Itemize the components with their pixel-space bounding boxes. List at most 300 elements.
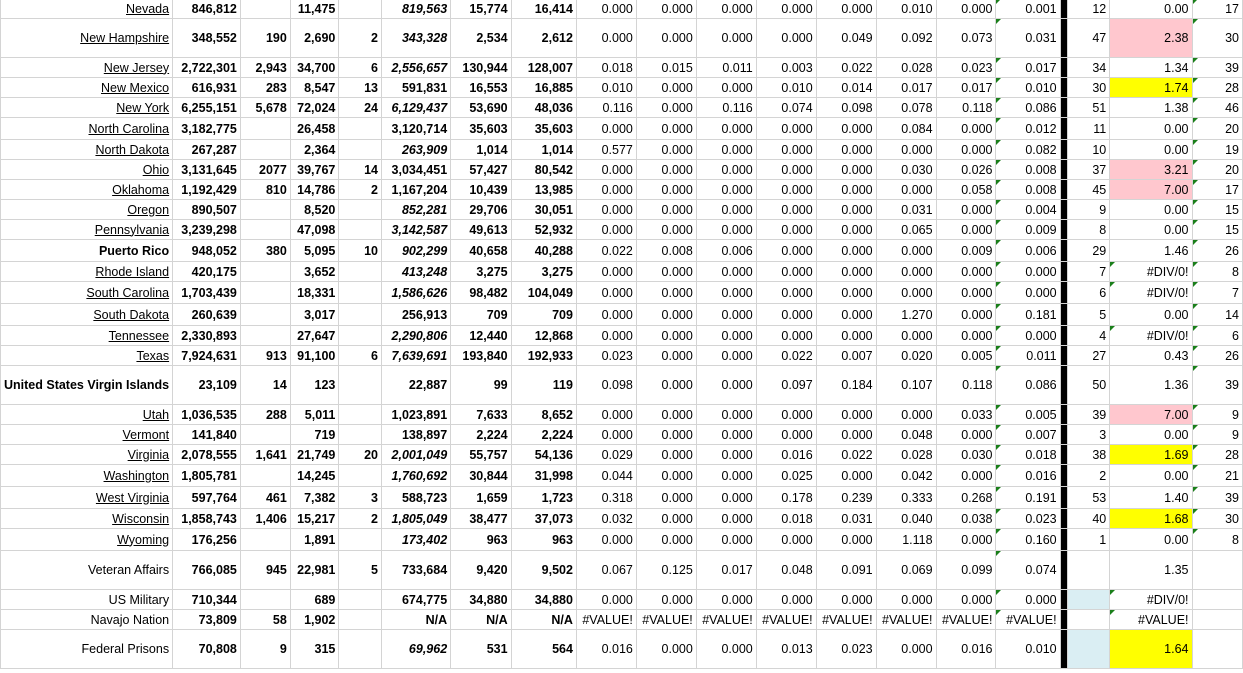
cell-col-13[interactable]: 0.333 — [876, 487, 936, 509]
cell-col-18[interactable]: 39 — [1192, 487, 1242, 509]
cell-col-11[interactable]: 0.074 — [756, 98, 816, 118]
cell-col-14[interactable]: 0.099 — [936, 551, 996, 590]
cell-col-11[interactable]: 0.000 — [756, 282, 816, 304]
cell-col-11[interactable]: 0.000 — [756, 180, 816, 200]
cell-col-4[interactable] — [339, 630, 382, 669]
row-label-cell[interactable] — [1, 630, 173, 669]
cell-col-2[interactable]: 810 — [240, 180, 290, 200]
cell-col-2[interactable] — [240, 326, 290, 346]
row-label-cell[interactable] — [1, 425, 173, 445]
cell-col-4[interactable] — [339, 590, 382, 610]
cell-col-4[interactable] — [339, 425, 382, 445]
cell-col-9[interactable]: 0.000 — [636, 346, 696, 366]
cell-col-15[interactable]: 0.009 — [996, 220, 1060, 240]
cell-col-14[interactable]: 0.268 — [936, 487, 996, 509]
cell-col-16[interactable]: 30 — [1068, 78, 1110, 98]
cell-col-2[interactable] — [240, 200, 290, 220]
jurisdiction-link[interactable]: South Carolina — [86, 285, 170, 300]
cell-col-1[interactable]: 348,552 — [173, 19, 241, 58]
cell-col-18[interactable] — [1192, 630, 1242, 669]
cell-col-9[interactable]: 0.000 — [636, 487, 696, 509]
jurisdiction-link[interactable]: Texas — [136, 348, 170, 363]
cell-col-16[interactable]: 53 — [1068, 487, 1110, 509]
cell-col-8[interactable]: 0.032 — [576, 509, 636, 529]
cell-col-4[interactable] — [339, 220, 382, 240]
cell-col-2[interactable] — [240, 140, 290, 160]
cell-col-1[interactable]: 948,052 — [173, 240, 241, 262]
cell-col-16[interactable]: 38 — [1068, 445, 1110, 465]
jurisdiction-link[interactable]: North Dakota — [95, 142, 170, 157]
cell-col-5[interactable]: 733,684 — [382, 551, 451, 590]
cell-col-16[interactable]: 47 — [1068, 19, 1110, 58]
cell-col-18[interactable]: 46 — [1192, 98, 1242, 118]
row-label-cell[interactable] — [1, 118, 173, 140]
cell-col-2[interactable]: 380 — [240, 240, 290, 262]
cell-col-7[interactable]: 13,985 — [511, 180, 576, 200]
cell-col-1[interactable]: 7,924,631 — [173, 346, 241, 366]
cell-col-11[interactable]: 0.010 — [756, 78, 816, 98]
cell-col-8[interactable]: 0.577 — [576, 140, 636, 160]
cell-col-1[interactable]: 846,812 — [173, 0, 241, 19]
cell-col-14[interactable]: 0.000 — [936, 425, 996, 445]
cell-col-12[interactable]: 0.000 — [816, 118, 876, 140]
cell-col-11[interactable]: 0.000 — [756, 262, 816, 282]
cell-col-15[interactable]: 0.012 — [996, 118, 1060, 140]
cell-col-9[interactable]: 0.000 — [636, 262, 696, 282]
cell-col-11[interactable]: 0.000 — [756, 200, 816, 220]
cell-col-12[interactable]: 0.000 — [816, 326, 876, 346]
cell-col-16[interactable]: 39 — [1068, 405, 1110, 425]
cell-col-7[interactable]: 9,502 — [511, 551, 576, 590]
cell-col-2[interactable] — [240, 220, 290, 240]
row-label-cell[interactable] — [1, 304, 173, 326]
cell-col-4[interactable] — [339, 610, 382, 630]
cell-col-2[interactable] — [240, 262, 290, 282]
cell-col-15[interactable]: 0.007 — [996, 425, 1060, 445]
cell-col-11[interactable]: 0.000 — [756, 240, 816, 262]
cell-col-9[interactable]: 0.000 — [636, 366, 696, 405]
cell-col-1[interactable]: 260,639 — [173, 304, 241, 326]
cell-col-14[interactable]: 0.118 — [936, 366, 996, 405]
cell-col-14[interactable]: 0.026 — [936, 160, 996, 180]
cell-col-14[interactable]: 0.000 — [936, 0, 996, 19]
cell-col-12[interactable]: 0.031 — [816, 509, 876, 529]
cell-col-1[interactable]: 70,808 — [173, 630, 241, 669]
cell-col-5[interactable]: 263,909 — [382, 140, 451, 160]
cell-col-3[interactable]: 26,458 — [290, 118, 339, 140]
cell-col-13[interactable]: 0.031 — [876, 200, 936, 220]
cell-col-9[interactable]: 0.000 — [636, 180, 696, 200]
cell-col-6[interactable]: 531 — [451, 630, 511, 669]
cell-col-18[interactable]: 28 — [1192, 445, 1242, 465]
cell-col-6[interactable]: 98,482 — [451, 282, 511, 304]
cell-col-16[interactable]: 5 — [1068, 304, 1110, 326]
cell-col-12[interactable]: 0.000 — [816, 180, 876, 200]
cell-col-3[interactable]: 2,690 — [290, 19, 339, 58]
cell-col-11[interactable]: 0.000 — [756, 425, 816, 445]
cell-col-7[interactable]: 16,414 — [511, 0, 576, 19]
cell-col-10[interactable]: 0.116 — [696, 98, 756, 118]
row-label-cell[interactable] — [1, 590, 173, 610]
cell-col-5[interactable]: 674,775 — [382, 590, 451, 610]
cell-col-13[interactable]: 0.017 — [876, 78, 936, 98]
cell-col-1[interactable]: 2,330,893 — [173, 326, 241, 346]
cell-col-7[interactable]: 54,136 — [511, 445, 576, 465]
cell-col-11[interactable]: 0.178 — [756, 487, 816, 509]
cell-col-2[interactable]: 1,641 — [240, 445, 290, 465]
cell-col-4[interactable]: 6 — [339, 346, 382, 366]
cell-col-2[interactable]: 9 — [240, 630, 290, 669]
cell-col-9[interactable]: 0.000 — [636, 630, 696, 669]
cell-col-7[interactable]: 128,007 — [511, 58, 576, 78]
cell-col-10[interactable]: 0.000 — [696, 425, 756, 445]
cell-col-13[interactable]: 0.000 — [876, 240, 936, 262]
cell-col-13[interactable]: 0.000 — [876, 326, 936, 346]
cell-col-13[interactable]: 0.065 — [876, 220, 936, 240]
cell-col-18[interactable]: 8 — [1192, 262, 1242, 282]
cell-col-17[interactable]: 1.68 — [1110, 509, 1192, 529]
cell-col-10[interactable]: 0.000 — [696, 366, 756, 405]
cell-col-10[interactable]: 0.000 — [696, 19, 756, 58]
cell-col-18[interactable]: 15 — [1192, 220, 1242, 240]
cell-col-12[interactable]: 0.000 — [816, 465, 876, 487]
cell-col-2[interactable]: 58 — [240, 610, 290, 630]
cell-col-5[interactable]: 7,639,691 — [382, 346, 451, 366]
cell-col-8[interactable]: 0.000 — [576, 200, 636, 220]
cell-col-6[interactable]: 15,774 — [451, 0, 511, 19]
cell-col-16[interactable]: 34 — [1068, 58, 1110, 78]
cell-col-5[interactable]: 3,142,587 — [382, 220, 451, 240]
cell-col-1[interactable]: 597,764 — [173, 487, 241, 509]
cell-col-18[interactable] — [1192, 610, 1242, 630]
cell-col-15[interactable]: 0.074 — [996, 551, 1060, 590]
cell-col-8[interactable]: 0.000 — [576, 304, 636, 326]
cell-col-3[interactable]: 8,520 — [290, 200, 339, 220]
cell-col-7[interactable]: 2,224 — [511, 425, 576, 445]
cell-col-14[interactable]: 0.038 — [936, 509, 996, 529]
cell-col-6[interactable]: 57,427 — [451, 160, 511, 180]
cell-col-15[interactable]: 0.000 — [996, 282, 1060, 304]
cell-col-8[interactable]: 0.000 — [576, 0, 636, 19]
cell-col-13[interactable]: 0.069 — [876, 551, 936, 590]
cell-col-9[interactable]: 0.000 — [636, 304, 696, 326]
cell-col-9[interactable]: 0.000 — [636, 282, 696, 304]
cell-col-17[interactable]: 0.00 — [1110, 0, 1192, 19]
cell-col-13[interactable]: 0.042 — [876, 465, 936, 487]
cell-col-16[interactable]: 2 — [1068, 465, 1110, 487]
cell-col-11[interactable]: 0.016 — [756, 445, 816, 465]
cell-col-18[interactable]: 20 — [1192, 118, 1242, 140]
cell-col-3[interactable]: 7,382 — [290, 487, 339, 509]
cell-col-17[interactable]: 1.46 — [1110, 240, 1192, 262]
cell-col-7[interactable]: 80,542 — [511, 160, 576, 180]
cell-col-1[interactable]: 23,109 — [173, 366, 241, 405]
cell-col-16[interactable]: 50 — [1068, 366, 1110, 405]
cell-col-7[interactable]: 709 — [511, 304, 576, 326]
cell-col-4[interactable] — [339, 118, 382, 140]
row-label-cell[interactable] — [1, 78, 173, 98]
cell-col-6[interactable]: 3,275 — [451, 262, 511, 282]
cell-col-4[interactable] — [339, 262, 382, 282]
cell-col-9[interactable]: 0.125 — [636, 551, 696, 590]
cell-col-10[interactable]: 0.000 — [696, 346, 756, 366]
cell-col-18[interactable]: 15 — [1192, 200, 1242, 220]
cell-col-5[interactable]: 1,167,204 — [382, 180, 451, 200]
cell-col-8[interactable]: 0.000 — [576, 405, 636, 425]
cell-col-9[interactable]: 0.000 — [636, 405, 696, 425]
cell-col-7[interactable]: 1,014 — [511, 140, 576, 160]
cell-col-7[interactable]: 192,933 — [511, 346, 576, 366]
cell-col-6[interactable]: 709 — [451, 304, 511, 326]
cell-col-14[interactable]: 0.000 — [936, 529, 996, 551]
cell-col-16[interactable]: 7 — [1068, 262, 1110, 282]
cell-col-5[interactable]: 1,760,692 — [382, 465, 451, 487]
cell-col-7[interactable]: 52,932 — [511, 220, 576, 240]
jurisdiction-link[interactable]: Rhode Island — [95, 264, 170, 279]
cell-col-13[interactable]: 0.040 — [876, 509, 936, 529]
cell-col-12[interactable]: 0.049 — [816, 19, 876, 58]
cell-col-4[interactable]: 2 — [339, 19, 382, 58]
cell-col-2[interactable] — [240, 590, 290, 610]
cell-col-2[interactable]: 945 — [240, 551, 290, 590]
cell-col-4[interactable]: 14 — [339, 160, 382, 180]
cell-col-7[interactable]: N/A — [511, 610, 576, 630]
cell-col-7[interactable]: 1,723 — [511, 487, 576, 509]
cell-col-6[interactable]: 34,880 — [451, 590, 511, 610]
cell-col-13[interactable]: 0.000 — [876, 282, 936, 304]
cell-col-2[interactable]: 288 — [240, 405, 290, 425]
cell-col-12[interactable]: 0.000 — [816, 140, 876, 160]
cell-col-1[interactable]: 420,175 — [173, 262, 241, 282]
cell-col-12[interactable]: 0.184 — [816, 366, 876, 405]
cell-col-17[interactable]: 0.00 — [1110, 304, 1192, 326]
cell-col-2[interactable] — [240, 425, 290, 445]
cell-col-18[interactable]: 17 — [1192, 0, 1242, 19]
cell-col-2[interactable]: 1,406 — [240, 509, 290, 529]
jurisdiction-link[interactable]: Utah — [142, 407, 170, 422]
cell-col-4[interactable]: 6 — [339, 58, 382, 78]
cell-col-13[interactable]: 0.028 — [876, 445, 936, 465]
cell-col-1[interactable]: 2,722,301 — [173, 58, 241, 78]
cell-col-1[interactable]: 1,036,535 — [173, 405, 241, 425]
cell-col-11[interactable]: 0.000 — [756, 405, 816, 425]
cell-col-8[interactable]: 0.000 — [576, 160, 636, 180]
cell-col-4[interactable] — [339, 0, 382, 19]
cell-col-7[interactable]: 963 — [511, 529, 576, 551]
cell-col-15[interactable]: 0.160 — [996, 529, 1060, 551]
cell-col-9[interactable]: 0.000 — [636, 509, 696, 529]
row-label-cell[interactable] — [1, 140, 173, 160]
cell-col-15[interactable]: 0.031 — [996, 19, 1060, 58]
cell-col-13[interactable]: 0.010 — [876, 0, 936, 19]
cell-col-6[interactable]: 130,944 — [451, 58, 511, 78]
cell-col-16[interactable] — [1068, 610, 1110, 630]
cell-col-16[interactable]: 29 — [1068, 240, 1110, 262]
cell-col-6[interactable]: 49,613 — [451, 220, 511, 240]
cell-col-10[interactable]: 0.000 — [696, 405, 756, 425]
cell-col-10[interactable]: 0.000 — [696, 445, 756, 465]
cell-col-2[interactable]: 190 — [240, 19, 290, 58]
cell-col-17[interactable]: 2.38 — [1110, 19, 1192, 58]
cell-col-5[interactable]: 173,402 — [382, 529, 451, 551]
cell-col-15[interactable]: #VALUE! — [996, 610, 1060, 630]
cell-col-17[interactable]: 0.00 — [1110, 220, 1192, 240]
cell-col-13[interactable]: 0.030 — [876, 160, 936, 180]
cell-col-9[interactable]: #VALUE! — [636, 610, 696, 630]
cell-col-5[interactable]: 138,897 — [382, 425, 451, 445]
cell-col-17[interactable]: 0.00 — [1110, 140, 1192, 160]
cell-col-12[interactable]: 0.022 — [816, 58, 876, 78]
cell-col-10[interactable]: 0.000 — [696, 0, 756, 19]
cell-col-3[interactable]: 3,017 — [290, 304, 339, 326]
cell-col-15[interactable]: 0.005 — [996, 405, 1060, 425]
cell-col-6[interactable]: 2,224 — [451, 425, 511, 445]
cell-col-15[interactable]: 0.181 — [996, 304, 1060, 326]
jurisdiction-link[interactable]: New Hampshire — [80, 31, 170, 45]
cell-col-1[interactable]: 710,344 — [173, 590, 241, 610]
jurisdiction-link[interactable]: Oklahoma — [112, 182, 170, 197]
jurisdiction-link[interactable]: Wisconsin — [112, 511, 170, 526]
cell-col-6[interactable]: 1,014 — [451, 140, 511, 160]
cell-col-3[interactable]: 21,749 — [290, 445, 339, 465]
cell-col-1[interactable]: 6,255,151 — [173, 98, 241, 118]
cell-col-8[interactable]: 0.116 — [576, 98, 636, 118]
cell-col-12[interactable]: 0.000 — [816, 220, 876, 240]
row-label-cell[interactable] — [1, 610, 173, 630]
cell-col-8[interactable]: 0.098 — [576, 366, 636, 405]
cell-col-9[interactable]: 0.015 — [636, 58, 696, 78]
cell-col-7[interactable]: 37,073 — [511, 509, 576, 529]
cell-col-14[interactable]: #VALUE! — [936, 610, 996, 630]
cell-col-6[interactable]: 1,659 — [451, 487, 511, 509]
row-label-cell[interactable] — [1, 346, 173, 366]
cell-col-8[interactable]: 0.000 — [576, 590, 636, 610]
cell-col-14[interactable]: 0.030 — [936, 445, 996, 465]
cell-col-4[interactable] — [339, 326, 382, 346]
cell-col-2[interactable] — [240, 118, 290, 140]
cell-col-16[interactable]: 27 — [1068, 346, 1110, 366]
cell-col-13[interactable]: 0.000 — [876, 140, 936, 160]
cell-col-4[interactable]: 3 — [339, 487, 382, 509]
cell-col-11[interactable]: 0.000 — [756, 326, 816, 346]
cell-col-3[interactable]: 315 — [290, 630, 339, 669]
cell-col-16[interactable]: 9 — [1068, 200, 1110, 220]
jurisdiction-link[interactable]: New Jersey — [103, 60, 170, 75]
cell-col-12[interactable]: 0.000 — [816, 282, 876, 304]
cell-col-11[interactable]: 0.022 — [756, 346, 816, 366]
cell-col-3[interactable]: 72,024 — [290, 98, 339, 118]
cell-col-8[interactable]: 0.067 — [576, 551, 636, 590]
cell-col-8[interactable]: 0.000 — [576, 118, 636, 140]
cell-col-16[interactable]: 37 — [1068, 160, 1110, 180]
cell-col-14[interactable]: 0.000 — [936, 465, 996, 487]
cell-col-10[interactable]: 0.000 — [696, 326, 756, 346]
cell-col-17[interactable]: 1.36 — [1110, 366, 1192, 405]
cell-col-10[interactable]: 0.000 — [696, 509, 756, 529]
row-label-cell[interactable] — [1, 58, 173, 78]
cell-col-3[interactable]: 1,891 — [290, 529, 339, 551]
cell-col-1[interactable]: 73,809 — [173, 610, 241, 630]
jurisdiction-link[interactable]: North Carolina — [88, 121, 170, 136]
cell-col-13[interactable]: 1.270 — [876, 304, 936, 326]
jurisdiction-link[interactable]: Pennsylvania — [94, 222, 170, 237]
cell-col-14[interactable]: 0.033 — [936, 405, 996, 425]
cell-col-14[interactable]: 0.000 — [936, 118, 996, 140]
cell-col-16[interactable]: 1 — [1068, 529, 1110, 551]
cell-col-18[interactable]: 6 — [1192, 326, 1242, 346]
cell-col-13[interactable]: 0.048 — [876, 425, 936, 445]
cell-col-5[interactable]: 413,248 — [382, 262, 451, 282]
cell-col-1[interactable]: 141,840 — [173, 425, 241, 445]
cell-col-17[interactable]: 1.38 — [1110, 98, 1192, 118]
cell-col-12[interactable]: #VALUE! — [816, 610, 876, 630]
cell-col-8[interactable]: 0.029 — [576, 445, 636, 465]
cell-col-9[interactable]: 0.000 — [636, 0, 696, 19]
cell-col-9[interactable]: 0.000 — [636, 140, 696, 160]
cell-col-11[interactable]: 0.000 — [756, 529, 816, 551]
cell-col-3[interactable]: 2,364 — [290, 140, 339, 160]
cell-col-12[interactable]: 0.000 — [816, 405, 876, 425]
cell-col-15[interactable]: 0.017 — [996, 58, 1060, 78]
cell-col-14[interactable]: 0.118 — [936, 98, 996, 118]
cell-col-17[interactable]: 3.21 — [1110, 160, 1192, 180]
jurisdiction-link[interactable]: New York — [116, 100, 170, 115]
cell-col-1[interactable]: 267,287 — [173, 140, 241, 160]
cell-col-6[interactable]: 30,844 — [451, 465, 511, 487]
cell-col-17[interactable]: #DIV/0! — [1110, 262, 1192, 282]
cell-col-4[interactable]: 13 — [339, 78, 382, 98]
cell-col-5[interactable]: 902,299 — [382, 240, 451, 262]
cell-col-8[interactable]: 0.000 — [576, 326, 636, 346]
cell-col-15[interactable]: 0.082 — [996, 140, 1060, 160]
cell-col-5[interactable]: 6,129,437 — [382, 98, 451, 118]
cell-col-18[interactable]: 39 — [1192, 366, 1242, 405]
jurisdiction-link[interactable]: Virginia — [127, 447, 170, 462]
cell-col-6[interactable]: 193,840 — [451, 346, 511, 366]
cell-col-6[interactable]: 963 — [451, 529, 511, 551]
cell-col-3[interactable]: 5,095 — [290, 240, 339, 262]
jurisdiction-link[interactable]: Nevada — [126, 1, 170, 16]
cell-col-8[interactable]: 0.022 — [576, 240, 636, 262]
cell-col-12[interactable]: 0.000 — [816, 425, 876, 445]
cell-col-13[interactable]: 0.000 — [876, 590, 936, 610]
cell-col-18[interactable]: 26 — [1192, 346, 1242, 366]
cell-col-17[interactable]: 0.00 — [1110, 118, 1192, 140]
cell-col-1[interactable]: 2,078,555 — [173, 445, 241, 465]
cell-col-18[interactable]: 7 — [1192, 282, 1242, 304]
cell-col-15[interactable]: 0.008 — [996, 160, 1060, 180]
cell-col-14[interactable]: 0.000 — [936, 304, 996, 326]
row-label-cell[interactable] — [1, 240, 173, 262]
cell-col-8[interactable]: 0.000 — [576, 425, 636, 445]
cell-col-7[interactable]: 8,652 — [511, 405, 576, 425]
cell-col-13[interactable]: 0.000 — [876, 405, 936, 425]
cell-col-10[interactable]: 0.000 — [696, 180, 756, 200]
cell-col-11[interactable]: 0.003 — [756, 58, 816, 78]
cell-col-11[interactable]: 0.013 — [756, 630, 816, 669]
jurisdiction-link[interactable]: New Mexico — [101, 80, 170, 95]
cell-col-5[interactable]: 2,556,657 — [382, 58, 451, 78]
cell-col-14[interactable]: 0.005 — [936, 346, 996, 366]
cell-col-15[interactable]: 0.006 — [996, 240, 1060, 262]
cell-col-4[interactable]: 20 — [339, 445, 382, 465]
cell-col-1[interactable]: 766,085 — [173, 551, 241, 590]
cell-col-13[interactable]: 0.107 — [876, 366, 936, 405]
cell-col-10[interactable]: 0.011 — [696, 58, 756, 78]
cell-col-18[interactable]: 26 — [1192, 240, 1242, 262]
row-label-cell[interactable] — [1, 160, 173, 180]
cell-col-4[interactable]: 10 — [339, 240, 382, 262]
